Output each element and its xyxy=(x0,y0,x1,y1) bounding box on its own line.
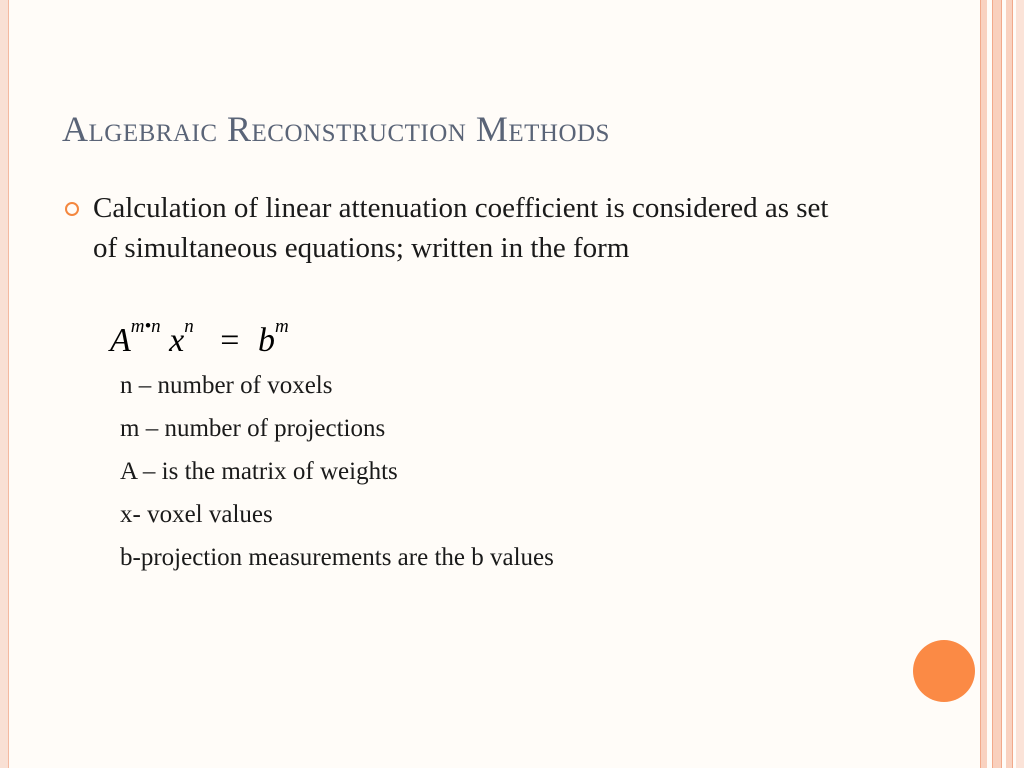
left-border-stripe xyxy=(0,0,9,768)
formula-b-superscript: m xyxy=(274,316,289,337)
bullet-text: Calculation of linear attenuation coefficient is considered as set of simultaneous equations; written in the form xyxy=(93,192,829,264)
definition-item: x- voxel values xyxy=(120,501,273,528)
slide-title: Algebraic Reconstruction Methods xyxy=(62,109,610,149)
right-border-stripe xyxy=(1006,0,1013,768)
formula-x-superscript: n xyxy=(184,316,194,337)
definition-item: n – number of voxels xyxy=(120,372,333,399)
formula-vector-x: x xyxy=(169,322,185,359)
decorative-circle-icon xyxy=(913,640,975,702)
bullet-circle-icon xyxy=(65,202,79,216)
definition-list xyxy=(120,364,820,579)
right-border-stripe xyxy=(1016,0,1024,768)
definition-item: A – is the matrix of weights xyxy=(120,458,398,485)
formula-matrix-a: A xyxy=(110,322,131,359)
definition-item: b-projection measurements are the b values xyxy=(120,544,554,571)
formula-vector-b: b xyxy=(257,322,275,359)
formula-a-superscript: m•n xyxy=(130,316,161,337)
equation xyxy=(110,316,289,360)
right-border-stripe xyxy=(980,0,987,768)
right-border-stripe xyxy=(992,0,1002,768)
definition-item: m – number of projections xyxy=(120,415,386,442)
formula-equals: = xyxy=(220,322,240,359)
